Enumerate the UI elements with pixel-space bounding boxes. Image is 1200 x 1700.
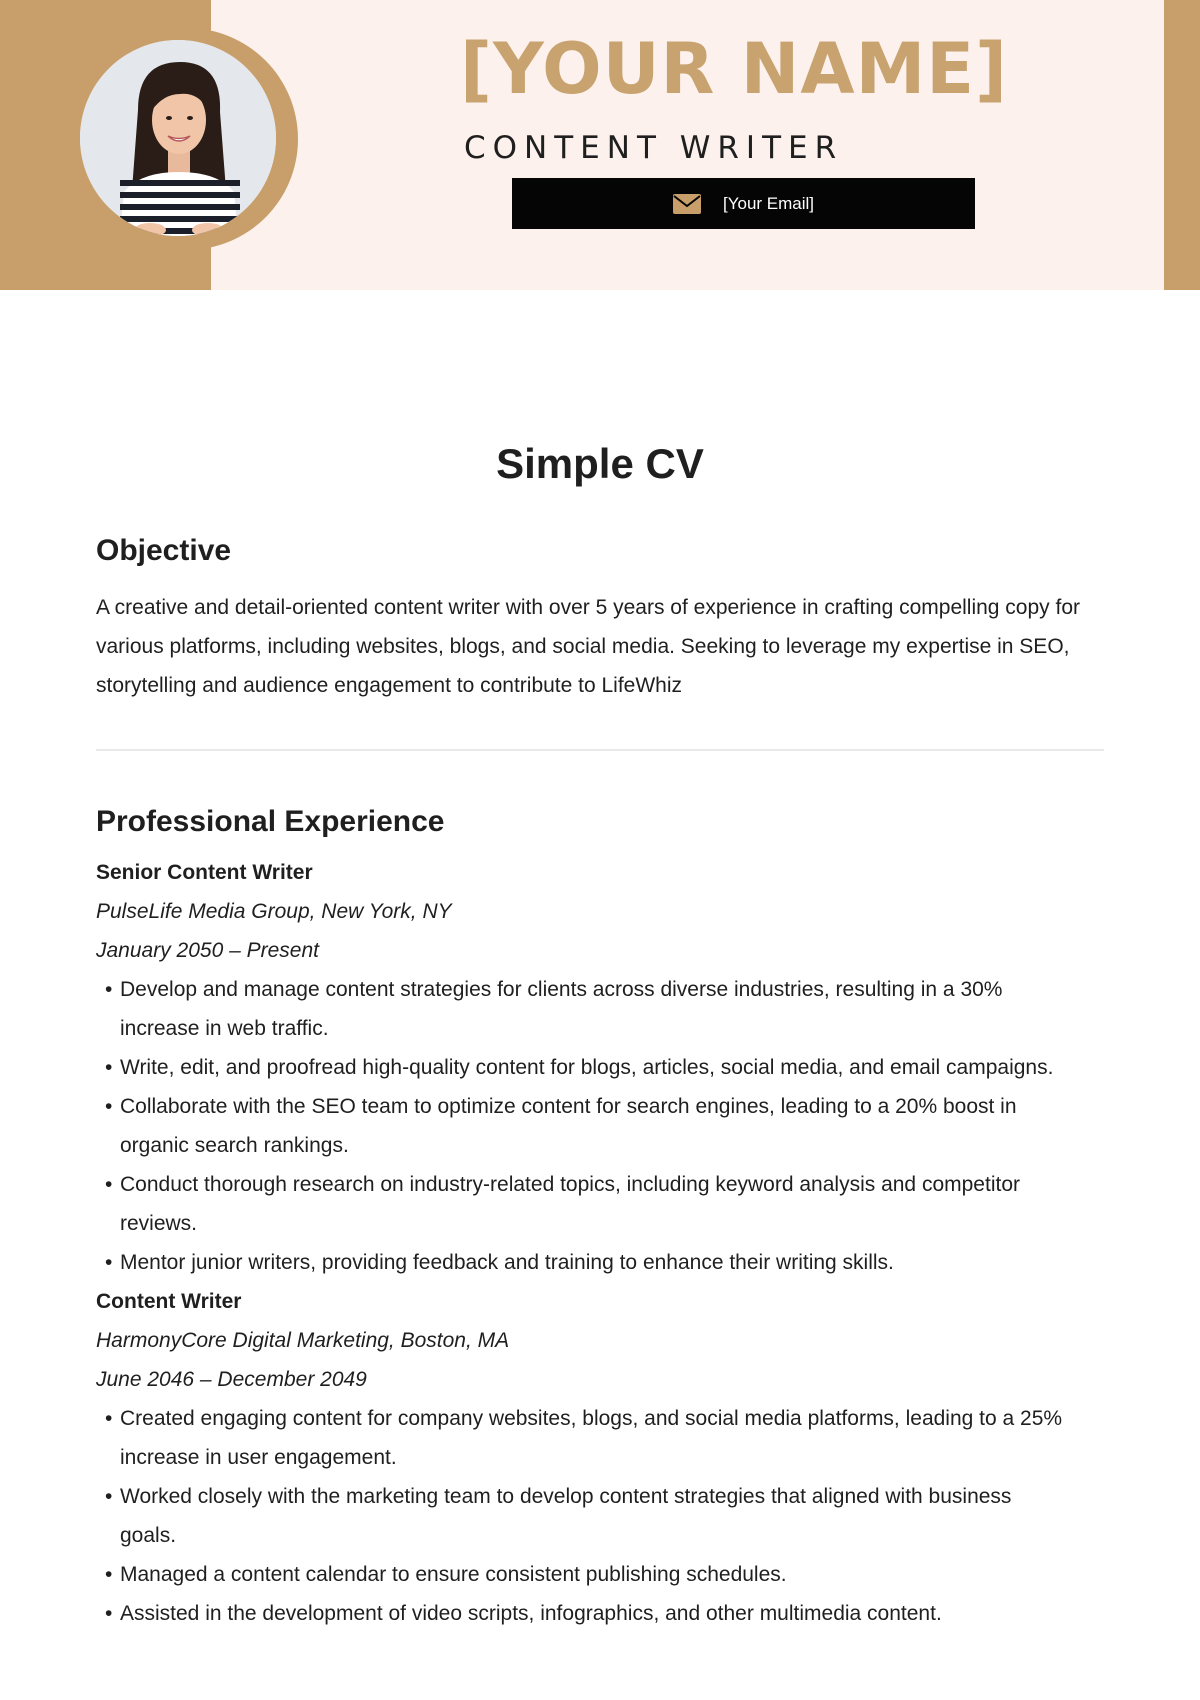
list-item: • Mentor junior writers, providing feedback and training to enhance their writing skills. (120, 1243, 1104, 1282)
list-item: • Managed a content calendar to ensure consistent publishing schedules. (120, 1555, 1104, 1594)
cv-content (96, 530, 1104, 1633)
list-item: • Assisted in the development of video scripts, infographics, and other multimedia content. (120, 1594, 1104, 1633)
list-item: • Worked closely with the marketing team to develop content strategies that aligned with business goals. (120, 1477, 1104, 1555)
list-item: • Write, edit, and proofread high-quality content for blogs, articles, social media, and email campaigns. (120, 1048, 1104, 1087)
list-item: • Conduct thorough research on industry-related topics, including keyword analysis and competitor reviews. (120, 1165, 1104, 1243)
job-bullets (96, 1399, 1104, 1633)
job-entry (96, 1282, 1104, 1633)
job-bullets (96, 970, 1104, 1282)
job-entry (96, 853, 1104, 1282)
job-title: Senior Content Writer (96, 861, 313, 884)
document-title: Simple CV (496, 440, 704, 487)
experience-heading: Professional Experience (96, 805, 445, 838)
list-item: • Collaborate with the SEO team to optimize content for search engines, leading to a 20% boost in organic search rankings. (120, 1087, 1104, 1165)
job-dates: June 2046 – December 2049 (96, 1368, 367, 1391)
objective-text: A creative and detail-oriented content writer with over 5 years of experience in crafting compelling copy for various platforms, including websites, blogs, and social media. Seeking to leverage my expertise in SEO, storytelling and audience engagement to contribute to LifeWhiz (96, 596, 1081, 697)
list-item: • Created engaging content for company websites, blogs, and social media platforms, leading to a 25% increase in user engagement. (120, 1399, 1104, 1477)
header-accent-right (1164, 0, 1200, 290)
job-company: PulseLife Media Group, New York, NY (96, 900, 452, 923)
header-banner (0, 0, 1200, 290)
section-divider (96, 749, 1104, 751)
list-item: • Develop and manage content strategies for clients across diverse industries, resulting in a 30% increase in web traffic. (120, 970, 1104, 1048)
profile-photo (80, 40, 276, 236)
job-dates: January 2050 – Present (96, 939, 319, 962)
candidate-name: [YOUR NAME] (460, 28, 1009, 110)
email-text[interactable]: [Your Email] (722, 193, 815, 213)
job-title: Content Writer (96, 1290, 242, 1313)
objective-heading: Objective (96, 534, 232, 567)
mail-icon (673, 194, 701, 214)
job-company: HarmonyCore Digital Marketing, Boston, MA (96, 1329, 510, 1352)
avatar-icon (80, 40, 276, 236)
candidate-role: CONTENT WRITER (464, 130, 844, 166)
email-bar (512, 178, 975, 229)
